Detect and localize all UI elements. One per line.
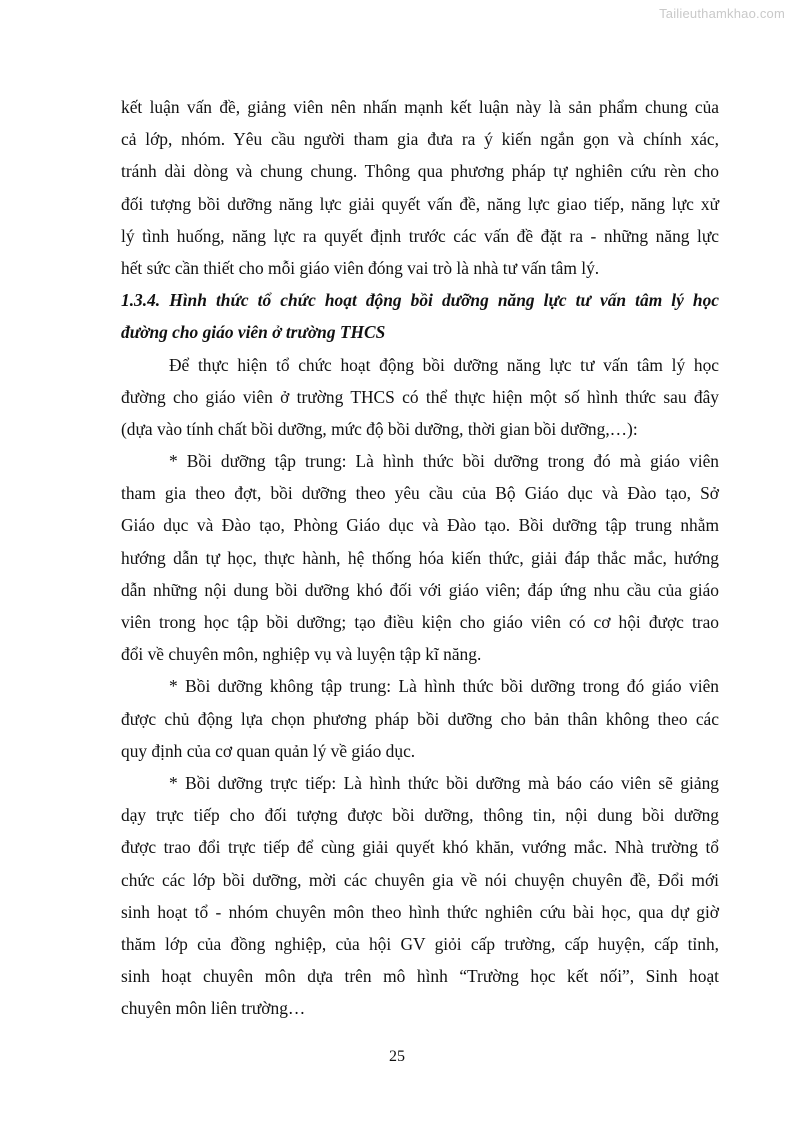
text-line: được trao đổi trực tiếp để cùng giải quyết khó khăn, vướng mắc. Nhà trường tổ [121,837,719,858]
text-line: lý tình huống, năng lực ra quyết định trước các vấn đề đặt ra - những năng lực [121,225,719,246]
text-line: * Bồi dưỡng trực tiếp: Là hình thức bồi dưỡng mà báo cáo viên sẽ giảng [169,772,719,793]
text-line: chuyên môn liên trường… [121,998,306,1019]
text-line: sinh hoạt tổ - nhóm chuyên môn theo hình thức nghiên cứu bài học, qua dự giờ [121,901,719,922]
text-line: * Bồi dưỡng tập trung: Là hình thức bồi dưỡng trong đó mà giáo viên [169,451,719,472]
text-line: Để thực hiện tổ chức hoạt động bồi dưỡng năng lực tư vấn tâm lý học [169,354,719,375]
section-heading [121,284,719,348]
text-line: hết sức cần thiết cho mỗi giáo viên đóng vai trò là nhà tư vấn tâm lý. [121,257,600,278]
paragraph [121,349,719,446]
watermark: Tailieuthamkhao.com [659,6,785,21]
text-line: (dựa vào tính chất bồi dưỡng, mức độ bồi dưỡng, thời gian bồi dưỡng,…): [121,418,638,439]
text-line: hướng dẫn tự học, thực hành, hệ thống hóa kiến thức, giải đáp thắc mắc, hướng [121,547,719,568]
text-line: đường cho giáo viên ở trường THCS có thể thực hiện một số hình thức sau đây [121,386,719,407]
text-line: tránh dài dòng và chung chung. Thông qua phương pháp tự nghiên cứu rèn cho [121,161,719,182]
text-line: dẫn những nội dung bồi dưỡng khó đối với giáo viên; đáp ứng nhu cầu của giáo [121,579,719,600]
text-line: thăm lớp của đồng nghiệp, của hội GV giỏi cấp trường, cấp huyện, cấp tỉnh, [121,933,719,954]
text-line: đổi về chuyên môn, nghiệp vụ và luyện tập kĩ năng. [121,644,482,665]
text-line: sinh hoạt chuyên môn dựa trên mô hình “Trường học kết nối”, Sinh hoạt [121,966,719,987]
text-line: quy định của cơ quan quản lý về giáo dục. [121,740,416,761]
text-line: kết luận vấn đề, giảng viên nên nhấn mạnh kết luận này là sản phẩm chung của [121,97,719,117]
text-line: viên trong học tập bồi dưỡng; tạo điều kiện cho giáo viên có cơ hội được trao [121,612,719,632]
text-line: đường cho giáo viên ở trường THCS [121,322,386,343]
document-body [121,91,719,1024]
text-line: đối tượng bồi dưỡng năng lực giải quyết vấn đề, năng lực giao tiếp, năng lực xử [121,193,719,214]
paragraph [121,670,719,767]
text-line: chức các lớp bồi dưỡng, mời các chuyên gia về nói chuyện chuyên đề, Đổi mới [121,869,719,890]
text-line: Giáo dục và Đào tạo, Phòng Giáo dục và Đào tạo. Bồi dưỡng tập trung nhằm [121,515,719,536]
text-line: cả lớp, nhóm. Yêu cầu người tham gia đưa ra ý kiến ngắn gọn và chính xác, [121,129,719,150]
text-line: được chủ động lựa chọn phương pháp bồi dưỡng cho bản thân không theo các [121,708,719,729]
text-line: dạy trực tiếp cho đối tượng được bồi dưỡng, thông tin, nội dung bồi dưỡng [121,805,719,826]
text-line: * Bồi dưỡng không tập trung: Là hình thức bồi dưỡng trong đó giáo viên [169,676,719,697]
paragraph [121,91,719,284]
paragraph [121,445,719,670]
paragraph [121,767,719,1025]
page-number: 25 [389,1048,405,1065]
text-line: tham gia theo đợt, bồi dưỡng theo yêu cầu của Bộ Giáo dục và Đào tạo, Sở [121,483,719,504]
text-line: 1.3.4. Hình thức tổ chức hoạt động bồi dưỡng năng lực tư vấn tâm lý học [121,290,719,311]
